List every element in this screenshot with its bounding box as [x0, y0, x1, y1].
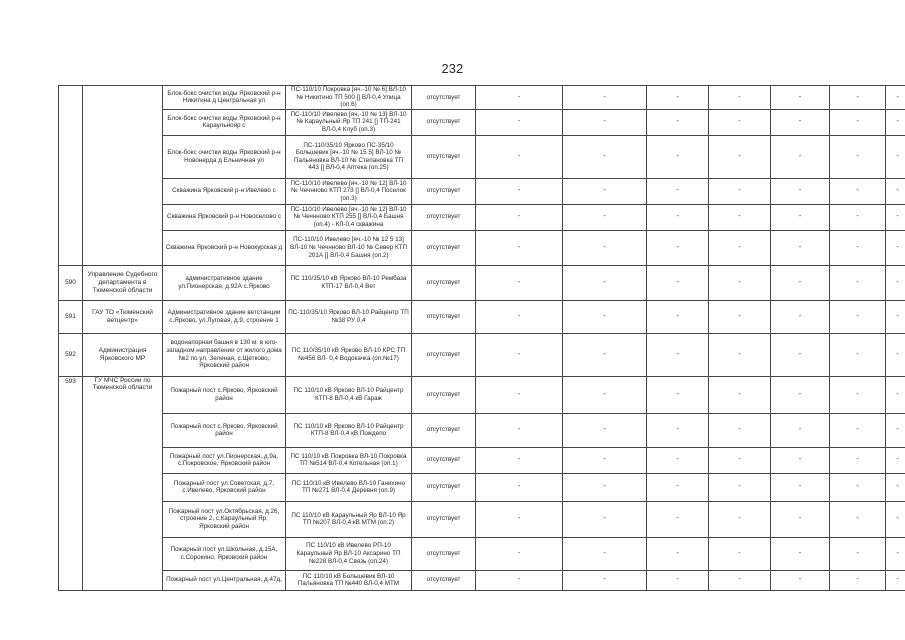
- power-source-cell: ПС 110/10 кВ Ивелево РП-10 Караульный Яр ВЛ-10 Аксарино ТП №228 ВЛ-0,4 Связь (оп.24): [286, 537, 412, 570]
- empty-value-cell: -: [647, 86, 709, 110]
- empty-value-cell: -: [830, 473, 886, 501]
- status-cell: отсутствует: [412, 204, 476, 230]
- empty-value-cell: -: [830, 135, 886, 178]
- object-cell: Пожарный пост ул.Советская, д.7, с.Ивелево, Ярковский район: [163, 473, 286, 501]
- empty-value-cell: -: [563, 413, 647, 447]
- empty-value-cell: -: [709, 501, 771, 537]
- status-cell: отсутствует: [412, 501, 476, 537]
- table-row: [59, 501, 905, 537]
- status-cell: отсутствует: [412, 86, 476, 110]
- empty-value-cell: -: [563, 178, 647, 204]
- power-source-cell: ПС 110/10 кВ Караульный Яр ВЛ-10 Яр ТП №207 ВЛ-0,4 кВ МТМ (оп.2): [286, 501, 412, 537]
- empty-value-cell: -: [771, 86, 830, 110]
- empty-value-cell: -: [476, 570, 563, 590]
- object-cell: водонапорная башня в 130 м. в юго-западном направлении от жилого дома №2 по ул. Зеленая, с.Щетково, Ярковский район: [163, 333, 286, 376]
- status-cell: отсутствует: [412, 376, 476, 413]
- empty-value-cell: -: [771, 109, 830, 135]
- empty-value-cell: -: [886, 300, 905, 333]
- table-row: [59, 230, 905, 265]
- empty-value-cell: -: [647, 178, 709, 204]
- empty-value-cell: -: [647, 204, 709, 230]
- power-source-cell: ПС-110/10 Ивелево [яч.-10 № 12] ВЛ-10 № Чечнново КТП 255 [] ВЛ-0,4 Башня (оп.4) - КЛ-0,4 скважина: [286, 204, 412, 230]
- object-cell: Пожарный пост ул.Центральная, д.47д,: [163, 570, 286, 590]
- power-source-cell: ПС 110/10 кВ Ярково ВЛ-10 Райцентр КТП-8 ВЛ-0,4 кВ Гараж: [286, 376, 412, 413]
- status-cell: отсутствует: [412, 413, 476, 447]
- empty-value-cell: -: [647, 109, 709, 135]
- empty-value-cell: -: [476, 333, 563, 376]
- table-row: [59, 109, 905, 135]
- empty-value-cell: -: [886, 86, 905, 110]
- power-source-cell: ПС-110/10 Ивелево [яч.-10 № 12] ВЛ-10 № Чечнново КТП 273 [] ВЛ-0,4 Поселок (оп.3): [286, 178, 412, 204]
- empty-value-cell: -: [563, 501, 647, 537]
- empty-value-cell: -: [476, 204, 563, 230]
- empty-value-cell: -: [771, 413, 830, 447]
- empty-value-cell: -: [647, 135, 709, 178]
- status-cell: отсутствует: [412, 447, 476, 473]
- empty-value-cell: -: [476, 501, 563, 537]
- power-source-cell: ПС-110/10 Покровка [яч.-10 № 6] ВЛ-10 № Никитино ТП 500 [] ВЛ-0,4 Улица (оп.6): [286, 86, 412, 110]
- object-cell: Блок-бокс очистки воды Ярковский р-н Караульнояр с: [163, 109, 286, 135]
- table-row: [59, 413, 905, 447]
- object-cell: Пожарный пост ул.Школьная, д.15А, с.Сорокино, Ярковский район: [163, 537, 286, 570]
- status-cell: отсутствует: [412, 473, 476, 501]
- status-cell: отсутствует: [412, 230, 476, 265]
- power-source-cell: ПС 110/10 кВ Ярково ВЛ-10 Райцентр КТП-8 ВЛ-0,4 кВ Пождепо: [286, 413, 412, 447]
- empty-value-cell: -: [709, 300, 771, 333]
- empty-value-cell: -: [709, 265, 771, 300]
- empty-value-cell: -: [830, 230, 886, 265]
- record-number: [59, 86, 83, 266]
- empty-value-cell: -: [563, 300, 647, 333]
- status-cell: отсутствует: [412, 178, 476, 204]
- empty-value-cell: -: [771, 570, 830, 590]
- empty-value-cell: -: [771, 447, 830, 473]
- empty-value-cell: -: [476, 265, 563, 300]
- empty-value-cell: -: [647, 333, 709, 376]
- empty-value-cell: -: [709, 230, 771, 265]
- empty-value-cell: -: [476, 178, 563, 204]
- empty-value-cell: -: [771, 333, 830, 376]
- object-cell: Пожарный пост с.Ярково, Ярковский район: [163, 376, 286, 413]
- power-source-cell: ПС-110/10 Ивелево [яч.-10 № 12 5 13] ВЛ-10 № Чечнново ВЛ-10 № Север КТП 201А [] ВЛ-0,4 Башня (оп.2): [286, 230, 412, 265]
- empty-value-cell: -: [709, 447, 771, 473]
- record-number: 592: [59, 333, 83, 376]
- power-source-cell: ПС-110/35/10 Ярково ВЛ-10 Райцентр ТП №38 РУ 0,4: [286, 300, 412, 333]
- object-cell: Скважина Ярковский р-н Новоселово с: [163, 204, 286, 230]
- empty-value-cell: -: [886, 537, 905, 570]
- empty-value-cell: -: [709, 204, 771, 230]
- empty-value-cell: -: [886, 501, 905, 537]
- power-source-cell: ПС 110/35/10 кВ Ярково ВЛ-10 КРС ТП №456 ВЛ- 0,4 Водокачка (оп.№17): [286, 333, 412, 376]
- empty-value-cell: -: [647, 537, 709, 570]
- empty-value-cell: -: [886, 230, 905, 265]
- empty-value-cell: -: [886, 135, 905, 178]
- table-row: [59, 473, 905, 501]
- table-row: [59, 570, 905, 590]
- empty-value-cell: -: [830, 376, 886, 413]
- object-cell: Блок-бокс очистки воды Ярковский р-н Новонерда д Ельничная ул: [163, 135, 286, 178]
- empty-value-cell: -: [563, 447, 647, 473]
- empty-value-cell: -: [886, 109, 905, 135]
- page-number: 232: [441, 62, 464, 76]
- empty-value-cell: -: [476, 447, 563, 473]
- empty-value-cell: -: [771, 537, 830, 570]
- empty-value-cell: -: [709, 86, 771, 110]
- object-cell: Административное здание ветстанции с.Ярково, ул.Луговая, д.9, строение 1: [163, 300, 286, 333]
- empty-value-cell: -: [476, 537, 563, 570]
- empty-value-cell: -: [771, 300, 830, 333]
- status-cell: отсутствует: [412, 109, 476, 135]
- table-row: [59, 333, 905, 376]
- power-source-cell: ПС-110/10 Ивелево [яч.-10 № 13] ВЛ-10 № Караульный Яр ТП 241 [] ТП-241 ВЛ-0,4 Клуб (оп.3): [286, 109, 412, 135]
- empty-value-cell: -: [709, 109, 771, 135]
- empty-value-cell: -: [709, 413, 771, 447]
- table-row: [59, 135, 905, 178]
- empty-value-cell: -: [647, 570, 709, 590]
- empty-value-cell: -: [563, 86, 647, 110]
- object-cell: Блок-бокс очистки воды Ярковский р-н Никитина д Центральная ул: [163, 86, 286, 110]
- object-cell: Пожарный пост ул.Октябрьская, д.26, строение 2, с.Караульный Яр, Ярковский район: [163, 501, 286, 537]
- empty-value-cell: -: [647, 473, 709, 501]
- empty-value-cell: -: [830, 86, 886, 110]
- record-number: 590: [59, 265, 83, 300]
- empty-value-cell: -: [476, 109, 563, 135]
- empty-value-cell: -: [830, 447, 886, 473]
- empty-value-cell: -: [709, 473, 771, 501]
- empty-value-cell: -: [563, 333, 647, 376]
- record-number: 591: [59, 300, 83, 333]
- status-cell: отсутствует: [412, 570, 476, 590]
- table-row: [59, 447, 905, 473]
- empty-value-cell: -: [830, 204, 886, 230]
- empty-value-cell: -: [563, 135, 647, 178]
- object-cell: Пожарный пост ул.Пионерская, д.9а, с.Покровское, Ярковский район: [163, 447, 286, 473]
- table-row: [59, 376, 905, 413]
- table-body: [59, 86, 905, 591]
- status-cell: отсутствует: [412, 265, 476, 300]
- organization-cell: Управление Судебного департамента в Тюменской области: [83, 265, 163, 300]
- empty-value-cell: -: [647, 265, 709, 300]
- empty-value-cell: -: [709, 333, 771, 376]
- empty-value-cell: -: [830, 178, 886, 204]
- empty-value-cell: -: [830, 109, 886, 135]
- power-source-cell: ПС 110/10 кВ Ивелево ВЛ-10 Ганихино ТП №271 ВЛ-0,4 Деревня (оп.9): [286, 473, 412, 501]
- empty-value-cell: -: [709, 537, 771, 570]
- status-cell: отсутствует: [412, 333, 476, 376]
- empty-value-cell: -: [563, 537, 647, 570]
- empty-value-cell: -: [709, 178, 771, 204]
- table-row: [59, 178, 905, 204]
- status-cell: отсутствует: [412, 300, 476, 333]
- empty-value-cell: -: [563, 376, 647, 413]
- empty-value-cell: -: [647, 230, 709, 265]
- object-cell: Скважина Ярковский р-н Новокурская д: [163, 230, 286, 265]
- power-source-cell: ПС-110/35/10 Ярково ПС-35/10 Большевик [яч.-10 № 15 5] ВЛ-10 № Пальяновка ВЛ-10 № Степановка ТП 443 [] ВЛ-0,4 Аптека (оп.25): [286, 135, 412, 178]
- empty-value-cell: -: [709, 570, 771, 590]
- empty-value-cell: -: [830, 537, 886, 570]
- organization-cell: ГАУ ТО «Тюменский ветцентр»: [83, 300, 163, 333]
- empty-value-cell: -: [830, 501, 886, 537]
- empty-value-cell: -: [771, 230, 830, 265]
- empty-value-cell: -: [647, 300, 709, 333]
- empty-value-cell: -: [830, 570, 886, 590]
- empty-value-cell: -: [647, 376, 709, 413]
- organization-cell: ГУ МЧС России по Тюменской области: [83, 376, 163, 590]
- empty-value-cell: -: [886, 178, 905, 204]
- organization-cell: [83, 86, 163, 266]
- empty-value-cell: -: [830, 413, 886, 447]
- empty-value-cell: -: [771, 265, 830, 300]
- empty-value-cell: -: [476, 230, 563, 265]
- empty-value-cell: -: [563, 109, 647, 135]
- empty-value-cell: -: [563, 570, 647, 590]
- empty-value-cell: -: [563, 230, 647, 265]
- empty-value-cell: -: [771, 204, 830, 230]
- table-row: [59, 265, 905, 300]
- status-cell: отсутствует: [412, 537, 476, 570]
- empty-value-cell: -: [563, 473, 647, 501]
- empty-value-cell: -: [886, 570, 905, 590]
- table-row: [59, 537, 905, 570]
- table-row: [59, 300, 905, 333]
- empty-value-cell: -: [886, 447, 905, 473]
- empty-value-cell: -: [886, 413, 905, 447]
- empty-value-cell: -: [647, 501, 709, 537]
- empty-value-cell: -: [771, 376, 830, 413]
- empty-value-cell: -: [476, 376, 563, 413]
- facilities-table: [58, 85, 905, 591]
- empty-value-cell: -: [709, 376, 771, 413]
- empty-value-cell: -: [563, 204, 647, 230]
- status-cell: отсутствует: [412, 135, 476, 178]
- empty-value-cell: -: [771, 501, 830, 537]
- power-source-cell: ПС 110/10 кВ Покровка ВЛ-10 Покровка ТП №514 ВЛ-0,4 Котельная (оп.1): [286, 447, 412, 473]
- empty-value-cell: -: [476, 135, 563, 178]
- empty-value-cell: -: [830, 300, 886, 333]
- record-number: 593: [59, 376, 83, 590]
- power-source-cell: ПС 110/10 кВ Большевик ВЛ-10 Пальяновка ТП №440 ВЛ-0,4 МТМ: [286, 570, 412, 590]
- table-row: [59, 204, 905, 230]
- empty-value-cell: -: [886, 204, 905, 230]
- object-cell: административное здание ул.Пионерская, д.92А с.Ярково: [163, 265, 286, 300]
- empty-value-cell: -: [563, 265, 647, 300]
- empty-value-cell: -: [771, 473, 830, 501]
- empty-value-cell: -: [647, 413, 709, 447]
- empty-value-cell: -: [830, 333, 886, 376]
- table-row: [59, 86, 905, 110]
- object-cell: Скважина Ярковский р-н Ивелево с: [163, 178, 286, 204]
- power-source-cell: ПС 110/35/10 кВ Ярково ВЛ-10 Рембаза КТП-17 ВЛ-0,4 Вет: [286, 265, 412, 300]
- organization-cell: Администрация Ярковского МР: [83, 333, 163, 376]
- empty-value-cell: -: [830, 265, 886, 300]
- empty-value-cell: -: [771, 135, 830, 178]
- empty-value-cell: -: [476, 473, 563, 501]
- empty-value-cell: -: [886, 473, 905, 501]
- object-cell: Пожарный пост с.Ярково, Ярковский район: [163, 413, 286, 447]
- empty-value-cell: -: [886, 265, 905, 300]
- empty-value-cell: -: [886, 333, 905, 376]
- empty-value-cell: -: [476, 86, 563, 110]
- empty-value-cell: -: [647, 447, 709, 473]
- empty-value-cell: -: [709, 135, 771, 178]
- empty-value-cell: -: [886, 376, 905, 413]
- empty-value-cell: -: [771, 178, 830, 204]
- empty-value-cell: -: [476, 413, 563, 447]
- empty-value-cell: -: [476, 300, 563, 333]
